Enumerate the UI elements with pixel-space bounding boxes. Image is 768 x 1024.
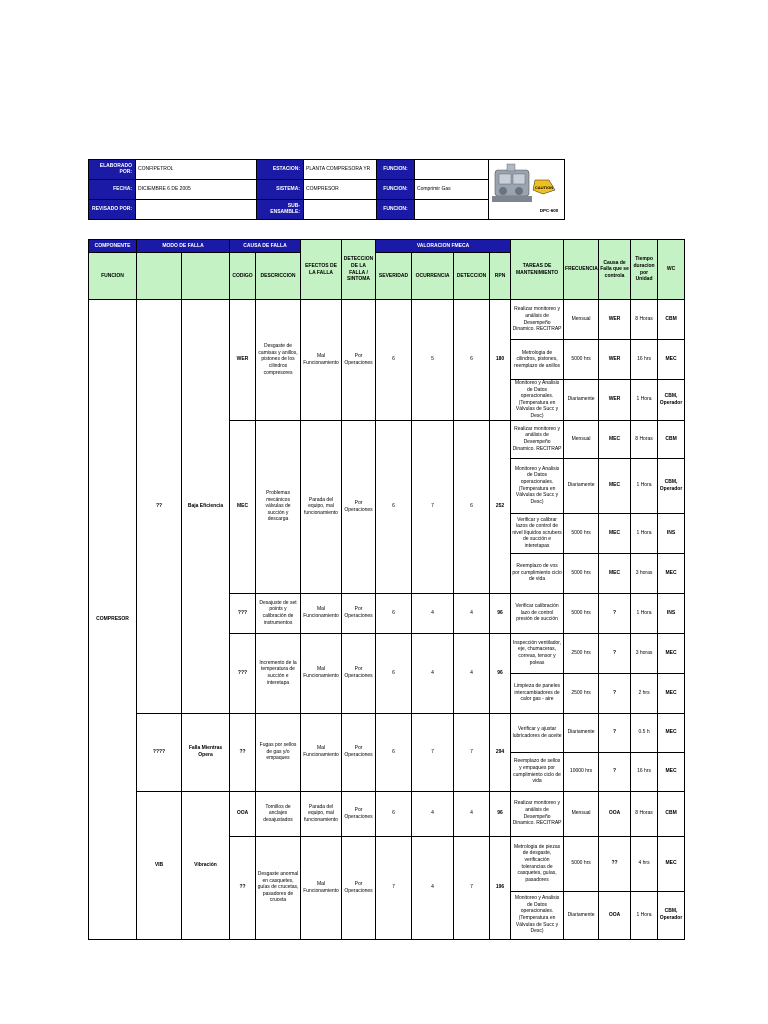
task-causa: OOA <box>599 791 631 836</box>
sistema-label: SISTEMA: <box>257 179 304 199</box>
cause-efecto: Parada del equipo, mal funcionamiento <box>301 420 342 593</box>
table-row <box>89 791 685 836</box>
task-wc: CBM <box>658 300 685 340</box>
funcion-label-1: FUNCION: <box>377 160 415 180</box>
task-tiempo: 8 Horas <box>631 300 658 340</box>
cause-deteccion: Por Operaciones <box>342 593 376 633</box>
cause-code: WER <box>230 300 256 421</box>
col-codigo: CODIGO <box>230 253 256 300</box>
mode-name: Falla Mientras Opera <box>182 713 230 791</box>
cause-efecto: Mal Funcionamiento <box>301 593 342 633</box>
fecha-label: FECHA: <box>89 179 136 199</box>
mode-name: Baja Eficiencia <box>182 300 230 714</box>
funcion-value-3 <box>415 199 489 219</box>
cause-desc: Incremento de la temperatura de succión e interetapa <box>256 633 301 713</box>
cause-efecto: Mal Funcionamiento <box>301 713 342 791</box>
cause-deteccion: Por Operaciones <box>342 791 376 836</box>
task-tarea: Monitoreo y Analisis de Datos operacionales. (Temperatura en Válvulas de Succ y Desc) <box>511 891 564 939</box>
col-componente: COMPONENTE <box>89 240 137 253</box>
task-causa: WER <box>599 340 631 380</box>
cause-ocu: 5 <box>412 300 454 421</box>
cause-desc: Desgaste anormal en casquetes, guías de crucetas, pasadores de cruceta <box>256 836 301 939</box>
task-frec: Diariamente <box>564 458 599 513</box>
cause-deteccion: Por Operaciones <box>342 713 376 791</box>
cause-rpn: 294 <box>490 713 511 791</box>
cause-det: 4 <box>454 791 490 836</box>
col-tiempo: Tiempo duracion por Unidad <box>631 240 658 300</box>
task-tiempo: 2 hrs <box>631 673 658 713</box>
task-causa: MEC <box>599 458 631 513</box>
fmeca-table <box>88 239 685 940</box>
task-causa: ? <box>599 713 631 752</box>
task-tarea: Monitoreo y Analisis de Datos operacionales. (Temperatura en Válvulas de Succ y Desc) <box>511 458 564 513</box>
revisado-label: REVISADO POR: <box>89 199 136 219</box>
task-tarea: Inspección ventilador, eje, chumaceras, correas, tensor y poleas <box>511 633 564 673</box>
cause-sev: 6 <box>376 420 412 593</box>
task-frec: 5000 hrs <box>564 340 599 380</box>
cause-code: OOA <box>230 791 256 836</box>
task-wc: MEC <box>658 673 685 713</box>
header-info-table <box>88 159 565 220</box>
subensamble-value <box>304 199 377 219</box>
elaborado-label: ELABORADO POR: <box>89 160 136 180</box>
task-causa: ? <box>599 673 631 713</box>
cause-rpn: 96 <box>490 633 511 713</box>
table-row <box>89 300 685 340</box>
col-descripcion: DESCRICCION <box>256 253 301 300</box>
task-wc: CBM, Operador <box>658 458 685 513</box>
cause-ocu: 4 <box>412 791 454 836</box>
cause-rpn: 96 <box>490 791 511 836</box>
col-severidad: SEVERIDAD <box>376 253 412 300</box>
cause-deteccion: Por Operaciones <box>342 300 376 421</box>
task-frec: Mensual <box>564 300 599 340</box>
estacion-label: ESTACION: <box>257 160 304 180</box>
task-causa: MEC <box>599 553 631 593</box>
cause-efecto: Mal Funcionamiento <box>301 836 342 939</box>
col-wc: WC <box>658 240 685 300</box>
task-tiempo: 1 Hora <box>631 380 658 421</box>
task-tarea: Metrologia de piezas de desgaste, verificación tolerancias de casquetes, guías, pasadores <box>511 836 564 891</box>
task-tiempo: 16 hrs <box>631 340 658 380</box>
task-frec: 5000 hrs <box>564 513 599 553</box>
mode-code: VIB <box>137 791 182 939</box>
cause-ocu: 4 <box>412 836 454 939</box>
funcion-value-1 <box>415 160 489 180</box>
mode-name: Vibración <box>182 791 230 939</box>
cause-code: ?? <box>230 836 256 939</box>
cause-desc: Desgaste de camisas y anillos, pistones de los cilindros compresores <box>256 300 301 421</box>
task-causa: OOA <box>599 891 631 939</box>
task-frec: Mensual <box>564 791 599 836</box>
task-wc: MEC <box>658 340 685 380</box>
task-wc: MEC <box>658 633 685 673</box>
task-tiempo: 1 Hora <box>631 593 658 633</box>
cause-det: 4 <box>454 593 490 633</box>
task-frec: Diariamente <box>564 713 599 752</box>
task-frec: 5000 hrs <box>564 836 599 891</box>
task-tiempo: 4 hrs <box>631 836 658 891</box>
cause-ocu: 4 <box>412 593 454 633</box>
task-frec: 10000 hrs <box>564 752 599 791</box>
cause-code: ?? <box>230 713 256 791</box>
task-wc: MEC <box>658 752 685 791</box>
cause-deteccion: Por Operaciones <box>342 420 376 593</box>
task-wc: INS <box>658 513 685 553</box>
task-tiempo: 1 Hora <box>631 458 658 513</box>
task-tarea: Reemplazo de vos por cumplimiento ciclo de vida <box>511 553 564 593</box>
task-causa: WER <box>599 380 631 421</box>
cause-rpn: 180 <box>490 300 511 421</box>
estacion-value: PLANTA COMPRESORA YR <box>304 160 377 180</box>
cause-sev: 7 <box>376 836 412 939</box>
task-wc: MEC <box>658 836 685 891</box>
task-tiempo: 16 hrs <box>631 752 658 791</box>
subensamble-label: SUB-ENSAMBLE: <box>257 199 304 219</box>
cause-det: 7 <box>454 836 490 939</box>
task-tiempo: 1 Hora <box>631 891 658 939</box>
cause-det: 4 <box>454 633 490 713</box>
task-tiempo: 3 horas <box>631 553 658 593</box>
task-tiempo: 3 horas <box>631 633 658 673</box>
task-frec: 5000 hrs <box>564 553 599 593</box>
task-frec: Diariamente <box>564 380 599 421</box>
cause-desc: Desajuste de set points y calibración de instrumentos <box>256 593 301 633</box>
task-causa: MEC <box>599 420 631 458</box>
cause-deteccion: Por Operaciones <box>342 836 376 939</box>
task-wc: INS <box>658 593 685 633</box>
task-tarea: Realizar monitoreo y análisis de Desempeño Dinamico. RECITRAP <box>511 420 564 458</box>
compressor-machine-icon <box>489 160 563 216</box>
cause-sev: 6 <box>376 633 412 713</box>
cause-det: 6 <box>454 420 490 593</box>
equipment-image <box>489 160 565 220</box>
task-frec: Mensual <box>564 420 599 458</box>
task-wc: MEC <box>658 553 685 593</box>
task-tarea: Monitoreo y Analisis de Datos operacionales. (Temperatura en Válvulas de Succ y Desc) <box>511 380 564 421</box>
col-frecuencia: FRECUENCIA <box>564 240 599 300</box>
task-tiempo: 8 Horas <box>631 791 658 836</box>
task-causa: ?? <box>599 836 631 891</box>
cause-desc: Problemas mecánicos válvulas de succión y descarga <box>256 420 301 593</box>
revisado-value <box>136 199 257 219</box>
task-tarea: Metrologia de cilindros, pistones, reemplazo de anillos <box>511 340 564 380</box>
task-tarea: Verificar calibración lazo de control presión de succión <box>511 593 564 633</box>
task-tiempo: 0.5 h <box>631 713 658 752</box>
task-causa: ? <box>599 633 631 673</box>
task-frec: 5000 hrs <box>564 593 599 633</box>
task-wc: CBM, Operador <box>658 891 685 939</box>
task-wc: MEC <box>658 713 685 752</box>
col-deteccion2: DETECCION <box>454 253 490 300</box>
col-modo-code <box>137 253 182 300</box>
col-modo-name <box>182 253 230 300</box>
mode-code: ?? <box>137 300 182 714</box>
caution-badge: CAUTION <box>534 185 554 190</box>
mode-code: ???? <box>137 713 182 791</box>
cause-code: ??? <box>230 633 256 713</box>
cause-sev: 6 <box>376 593 412 633</box>
col-modo-falla: MODO DE FALLA <box>137 240 230 253</box>
cause-sev: 6 <box>376 791 412 836</box>
cause-efecto: Parada del equipo, mal funcionamiento <box>301 791 342 836</box>
component-cell: COMPRESOR <box>89 300 137 940</box>
task-tarea: Limpieza de paneles intercambiadores de calor gas - aire <box>511 673 564 713</box>
cause-rpn: 252 <box>490 420 511 593</box>
cause-ocu: 7 <box>412 713 454 791</box>
sistema-value: COMPRESOR <box>304 179 377 199</box>
fecha-value: DICIEMBRE 6 DE 2005 <box>136 179 257 199</box>
task-wc: CBM, Operador <box>658 380 685 421</box>
funcion-label-3: FUNCION: <box>377 199 415 219</box>
task-frec: 2500 hrs <box>564 673 599 713</box>
table-row <box>89 713 685 752</box>
task-tiempo: 1 Hora <box>631 513 658 553</box>
col-rpn: RPN <box>490 253 511 300</box>
col-ocurrencia: OCURRENCIA <box>412 253 454 300</box>
col-efectos: EFECTOS DE LA FALLA <box>301 240 342 300</box>
cause-ocu: 4 <box>412 633 454 713</box>
cause-rpn: 96 <box>490 593 511 633</box>
cause-rpn: 196 <box>490 836 511 939</box>
task-frec: 2500 hrs <box>564 633 599 673</box>
task-frec: Diariamente <box>564 891 599 939</box>
task-tarea: Realizar monitoreo y análisis de Desempeño Dinamico. RECITRAP <box>511 300 564 340</box>
task-tarea: Verificar y ajustar lubricadores de aceite <box>511 713 564 752</box>
cause-sev: 6 <box>376 300 412 421</box>
cause-code: ??? <box>230 593 256 633</box>
task-tarea: Verificar y calibrar lazos de control de nivel líquidos scrubers de succión e interetapas <box>511 513 564 553</box>
funcion-value-2: Comprimir Gas <box>415 179 489 199</box>
task-tarea: Realizar monitoreo y análisis de Desempeño Dinamico. RECITRAP <box>511 791 564 836</box>
col-funcion: FUNCION <box>89 253 137 300</box>
cause-ocu: 7 <box>412 420 454 593</box>
task-wc: CBM <box>658 791 685 836</box>
image-caption: DPC-600 <box>539 208 559 213</box>
cause-det: 7 <box>454 713 490 791</box>
task-causa: MEC <box>599 513 631 553</box>
task-causa: ? <box>599 593 631 633</box>
cause-code: MEC <box>230 420 256 593</box>
cause-efecto: Mal Funcionamiento <box>301 300 342 421</box>
col-tareas: TAREAS DE MANTENIMIENTO <box>511 240 564 300</box>
funcion-label-2: FUNCION: <box>377 179 415 199</box>
task-causa: ? <box>599 752 631 791</box>
cause-det: 6 <box>454 300 490 421</box>
col-causa-controla: Causa de Falla que se controla <box>599 240 631 300</box>
cause-efecto: Mal Funcionamiento <box>301 633 342 713</box>
cause-desc: Tornillos de anclajes desajustados <box>256 791 301 836</box>
task-tiempo: 8 Horas <box>631 420 658 458</box>
cause-deteccion: Por Operaciones <box>342 633 376 713</box>
cause-sev: 6 <box>376 713 412 791</box>
task-causa: WER <box>599 300 631 340</box>
elaborado-value: CONFIPETROL <box>136 160 257 180</box>
task-tarea: Reemplazo de sellos y empaques por cumplimiento ciclo de vida <box>511 752 564 791</box>
col-valoracion: VALORACION FMECA <box>376 240 511 253</box>
col-deteccion: DETECCION DE LA FALLA / SINTOMA <box>342 240 376 300</box>
cause-desc: Fugas por sellos de gas y/o empaques <box>256 713 301 791</box>
col-causa-falla: CAUSA DE FALLA <box>230 240 301 253</box>
task-wc: CBM <box>658 420 685 458</box>
